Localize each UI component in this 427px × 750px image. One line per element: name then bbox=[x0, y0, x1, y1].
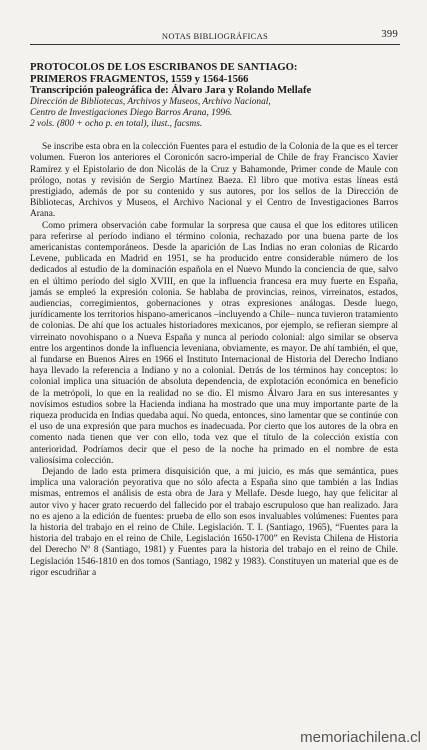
source-watermark: memoriachilena.cl bbox=[300, 729, 421, 746]
running-head: NOTAS BIBLIOGRÁFICAS bbox=[161, 31, 269, 41]
review-entry bbox=[30, 62, 398, 579]
review-body bbox=[30, 142, 398, 579]
body-paragraph: Se inscribe esta obra en la colección Fuentes para el estudio de la Colonia de la que es el tercer volumen. Fueron los anteriores el Coronicón sacro-imperial de Chile de fray Francisco Xavier Ramírez y el Epistolario de don Nicolás de la Cruz y Bahamonde, Primer conde de Maule con prólogo, notas y revisión de Sergio Martínez Baeza. El libro que motiva estas líneas está prestigiado, además de por su contenido y sus autores, por los sellos de la Dirección de Bibliotecas, Archivos y Museos, el Archivo Nacional y el Centro de Investigaciones Barros Arana. bbox=[30, 142, 398, 220]
review-title-line: Transcripción paleográfica de: Álvaro Jara y Rolando Mellafe bbox=[30, 85, 312, 96]
publication-info-line: Centro de Investigaciones Diego Barros Arana, 1996. bbox=[30, 107, 233, 118]
page-header bbox=[30, 30, 400, 45]
body-paragraph: Dejando de lado esta primera disquisición que, a mi juicio, es más que semántica, pues implica una valoración peyorativa que no sólo afecta a España sino que también a las Indias mismas, entremos el análisis de esta obra de Jara y Mellafe. Desde luego, hay que felicitar al autor vivo y hacer grato recuerdo del fallecido por el trabajo escrupuloso que han realizado. Jara no es ajeno a la edición de fuentes: prueba de ello son esos invaluables volúmenes: Fuentes para la historia del trabajo en el reino de Chile. Legislación. T. I. (Santiago, 1965), “Fuentes para la historia del trabajo en el reino de Chile, Legislación 1650-1700” en Revista Chilena de Historia del Derecho Nº 8 (Santiago, 1981) y Fuentes para la historia del trabajo en el reino de Chile. Legislación 1546-1810 en dos tomos (Santiago, 1982 y 1983). Constituyen un material que es de rigor escudriñar a bbox=[30, 467, 398, 578]
publication-info-line: Dirección de Bibliotecas, Archivos y Museos, Archivo Nacional, bbox=[30, 96, 271, 107]
publication-info-line: 2 vols. (800 + ocho p. en total), ilust., facsms. bbox=[30, 118, 203, 129]
page-number: 399 bbox=[381, 29, 398, 40]
review-title-line: PRIMEROS FRAGMENTOS, 1559 y 1564-1566 bbox=[30, 73, 249, 85]
body-paragraph: Como primera observación cabe formular la sorpresa que causa el que los editores utilicen para referirse al período indiano el término colonia, rechazado por una buena parte de los americanistas contemporáneos. Desde la aparición de Las Indias no eran colonias de Ricardo Levene, publicada en Madrid en 1951, se ha producido entre considerable número de los dedicados al estudio de la dominación española en el Nuevo Mundo la conciencia de que, salvo en el último período del siglo XVIII, en que la influencia francesa era muy fuerte en España, jamás se empleó la expresión colonia. Se hablaba de provincias, reinos, virreinatos, estados, audiencias, corregimientos, gobernaciones y otras expresiones análogas. Desde luego, jurídicamente los territorios hispano-americanos –incluyendo a Chile– nunca tuvieron tratamiento de colonias. De ahí que los actuales historiadores mexicanos, por ejemplo, se refieran siempre al virreinato novohispano o a Nueva España y nunca al período colonial: algo similar se observa entre los argentinos donde la influencia leveniana, obviamente, es mayor. De ahí también, el que, al fundarse en Buenos Aires en 1966 el Instituto Internacional de Historia del Derecho Indiano haya llevado la referencia a Indiano y no a colonial. Detrás de los términos hay conceptos: lo colonial implica una situación de absoluta dependencia, de explotación económica en beneficio de la metrópoli, lo que en la realidad no se dio. El mismo Álvaro Jara en sus interesantes y novísimos estudios sobre la Hacienda indiana ha mostrado que una muy importante parte de la riqueza producida en Indias quedaba aquí. No queda, entonces, sino lamentar que se continúe con el uso de una expresión que para muchos es inadecuada. Por cierto que los autores de la obra en comento nada tienen que ver con ello, toda vez que el título de la colección existía con anterioridad. Podríamos decir que el peso de la noche ha primado en el nombre de esta valiosísima colección. bbox=[30, 220, 398, 466]
review-title-line: PROTOCOLOS DE LOS ESCRIBANOS DE SANTIAGO: bbox=[30, 62, 298, 73]
